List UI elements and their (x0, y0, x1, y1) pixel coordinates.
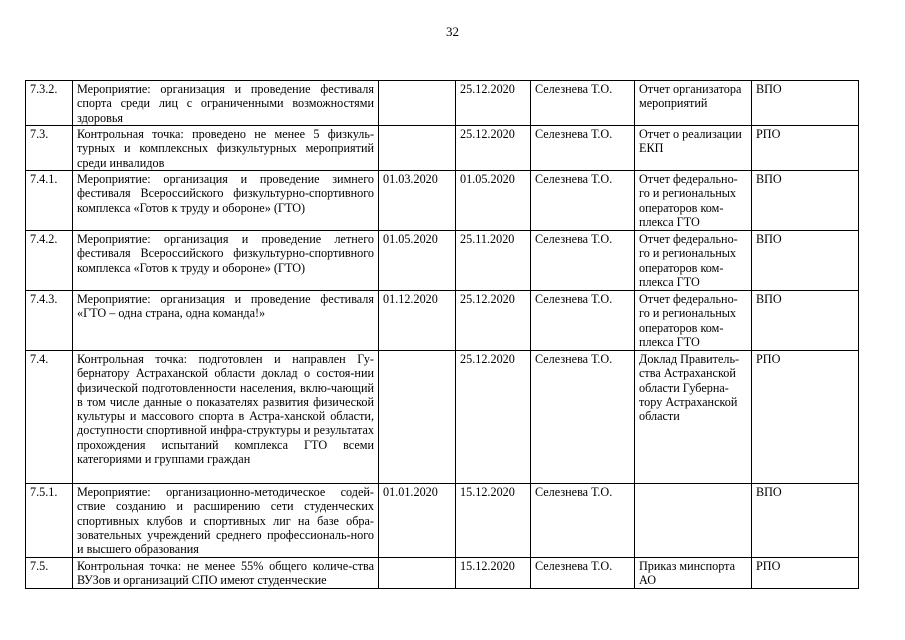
row-responsible: Селезнева Т.О. (531, 81, 635, 126)
row-end-date: 01.05.2020 (456, 171, 531, 231)
row-end-date: 25.11.2020 (456, 231, 531, 291)
row-number: 7.4.2. (26, 231, 73, 291)
row-responsible: Селезнева Т.О. (531, 291, 635, 351)
row-result-document: Приказ минспорта АО (635, 558, 752, 589)
row-type: ВПО (752, 231, 859, 291)
row-type: РПО (752, 558, 859, 589)
row-result-document: Отчет организатора мероприятий (635, 81, 752, 126)
row-description: Контрольная точка: проведено не менее 5 физкуль-турных и комплексных физкультурных мероприятий среди инвалидов (73, 126, 379, 171)
table-row (26, 171, 859, 231)
row-end-date: 15.12.2020 (456, 558, 531, 589)
row-type: ВПО (752, 484, 859, 558)
row-type: РПО (752, 351, 859, 484)
row-result-document: Отчет о реализации ЕКП (635, 126, 752, 171)
row-number: 7.4.3. (26, 291, 73, 351)
row-description: Контрольная точка: не менее 55% общего количе-ства ВУЗов и организаций СПО имеют студенческие (73, 558, 379, 589)
row-start-date: 01.05.2020 (379, 231, 456, 291)
row-result-document: Отчет федерально-го и региональных операторов ком-плекса ГТО (635, 231, 752, 291)
row-start-date (379, 126, 456, 171)
row-responsible: Селезнева Т.О. (531, 351, 635, 484)
row-number: 7.5. (26, 558, 73, 589)
row-type: ВПО (752, 291, 859, 351)
row-number: 7.5.1. (26, 484, 73, 558)
row-responsible: Селезнева Т.О. (531, 484, 635, 558)
row-result-document: Отчет федерально-го и региональных операторов ком-плекса ГТО (635, 171, 752, 231)
row-responsible: Селезнева Т.О. (531, 558, 635, 589)
row-end-date: 25.12.2020 (456, 81, 531, 126)
row-type: РПО (752, 126, 859, 171)
table-row (26, 231, 859, 291)
plan-table (25, 80, 859, 589)
row-result-document: Доклад Правитель-ства Астраханской области Губерна-тору Астраханской области (635, 351, 752, 484)
row-description: Мероприятие: организация и проведение фестиваля «ГТО – одна страна, одна команда!» (73, 291, 379, 351)
row-end-date: 25.12.2020 (456, 126, 531, 171)
row-start-date (379, 351, 456, 484)
row-start-date: 01.03.2020 (379, 171, 456, 231)
table-row (26, 558, 859, 589)
row-start-date (379, 81, 456, 126)
row-start-date (379, 558, 456, 589)
table-row (26, 291, 859, 351)
row-end-date: 25.12.2020 (456, 291, 531, 351)
page-number: 32 (446, 24, 459, 39)
row-description: Мероприятие: организация и проведение летнего фестиваля Всероссийского физкультурно-спортивного комплекса «Готов к труду и обороне» (ГТО) (73, 231, 379, 291)
row-result-document: Отчет федерально-го и региональных операторов ком-плекса ГТО (635, 291, 752, 351)
table-row (26, 81, 859, 126)
row-start-date: 01.12.2020 (379, 291, 456, 351)
row-number: 7.4. (26, 351, 73, 484)
row-description: Мероприятие: организация и проведение зимнего фестиваля Всероссийского физкультурно-спортивного комплекса «Готов к труду и обороне» (ГТО) (73, 171, 379, 231)
table-row (26, 351, 859, 484)
row-responsible: Селезнева Т.О. (531, 171, 635, 231)
row-description: Мероприятие: организационно-методическое содей-ствие созданию и расширению сети студенческих спортивных клубов и спортивных лиг на базе обра-зовательных учреждений среднего профессиональ-ного и высшего образования (73, 484, 379, 558)
row-type: ВПО (752, 81, 859, 126)
row-end-date: 25.12.2020 (456, 351, 531, 484)
table-row (26, 126, 859, 171)
row-number: 7.3.2. (26, 81, 73, 126)
table-row (26, 484, 859, 558)
row-description: Контрольная точка: подготовлен и направлен Гу-бернатору Астраханской области доклад о состоя-нии физической подготовленности населения, вклю-чающий в том числе данные о показателях развития физической культуры и массового спорта в Астра-ханской области, доступности спортивной инфра-структуры и результатах прохождения испытаний комплекса ГТО всеми категориями и группами граждан (73, 351, 379, 484)
row-responsible: Селезнева Т.О. (531, 231, 635, 291)
row-end-date: 15.12.2020 (456, 484, 531, 558)
row-description: Мероприятие: организация и проведение фестиваля спорта среди лиц с ограниченными возможностями здоровья (73, 81, 379, 126)
row-number: 7.4.1. (26, 171, 73, 231)
row-responsible: Селезнева Т.О. (531, 126, 635, 171)
row-result-document (635, 484, 752, 558)
row-start-date: 01.01.2020 (379, 484, 456, 558)
row-type: ВПО (752, 171, 859, 231)
row-number: 7.3. (26, 126, 73, 171)
